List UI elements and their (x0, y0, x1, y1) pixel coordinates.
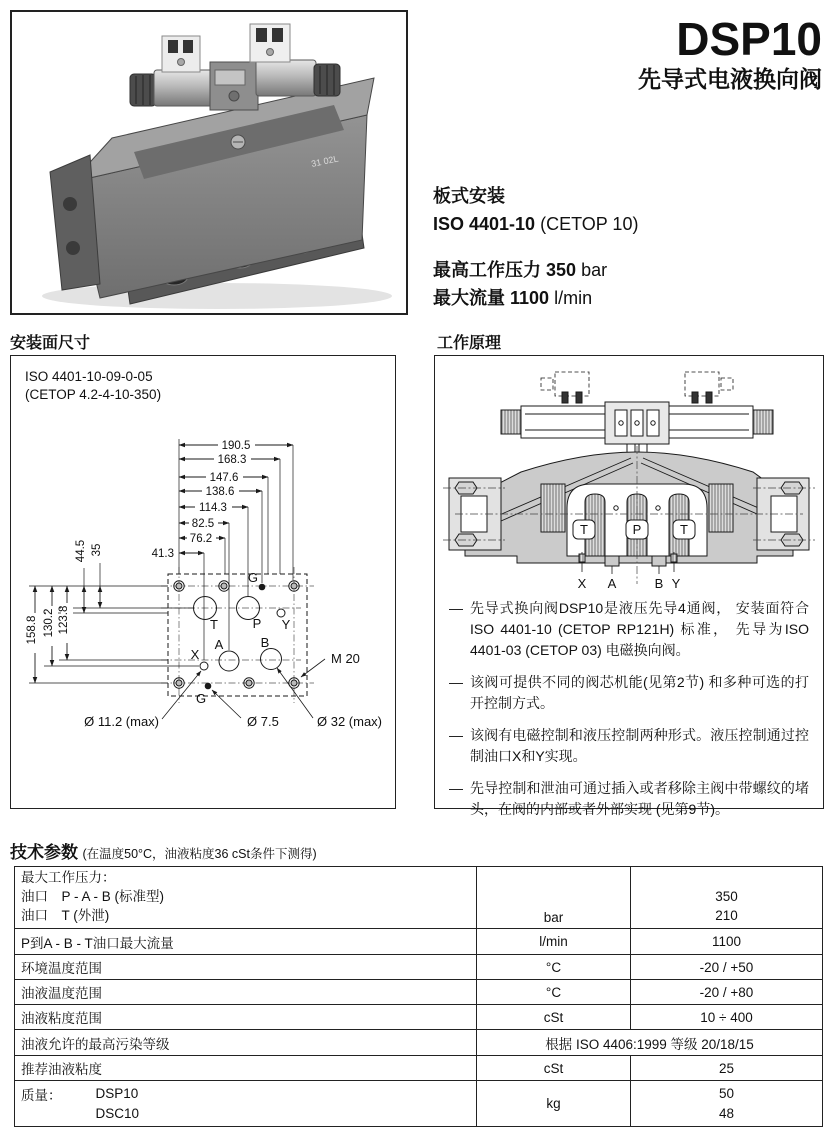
svg-text:X: X (577, 576, 587, 591)
specs-table (14, 866, 823, 1127)
param-cell: 推荐油液粘度 (15, 1056, 477, 1081)
svg-text:T: T (210, 617, 218, 632)
svg-text:B: B (654, 576, 664, 591)
svg-text:44.5: 44.5 (75, 539, 87, 563)
param-cell (15, 867, 477, 929)
table-row (15, 1081, 823, 1127)
product-photo-box (10, 10, 408, 315)
mass-label: 质量： (21, 1087, 62, 1103)
svg-text:X: X (190, 647, 200, 662)
bullet-dash: — (449, 727, 463, 743)
value-cell: 25 (631, 1056, 823, 1081)
pilot-tube-right (256, 60, 316, 96)
svg-text:82.5: 82.5 (191, 518, 215, 530)
unit-cell: kg (477, 1081, 631, 1127)
bullet-item (449, 778, 809, 820)
pilot-tube-left (154, 70, 214, 106)
iso-standard-rest: (CETOP 10) (535, 214, 639, 234)
param-cell: 油液粘度范围 (15, 1005, 477, 1030)
svg-text:Y: Y (281, 617, 291, 632)
svg-text:P: P (252, 616, 262, 631)
model-subtitle: 先导式电液换向阀 (638, 66, 822, 92)
specs-heading (10, 838, 822, 863)
svg-text:Y: Y (671, 576, 681, 591)
port-b-hole (261, 649, 282, 670)
param-cell: P到A - B - T油口最大流量 (15, 929, 477, 955)
svg-text:T: T (580, 522, 588, 537)
svg-text:B: B (260, 635, 270, 650)
svg-text:Ø 32 (max): Ø 32 (max) (317, 714, 383, 729)
specs-note: (在温度50°C，油液粘度36 cSt条件下测得) (82, 847, 317, 861)
unit-cell: cSt (477, 1005, 631, 1030)
unit-cell: °C (477, 955, 631, 980)
svg-text:M 20: M 20 (331, 651, 360, 666)
mounting-iso-line1: ISO 4401-10-09-0-05 (25, 369, 153, 384)
param-cell: 环境温度范围 (15, 955, 477, 980)
specs-title: 技术参数 (10, 843, 78, 862)
svg-text:114.3: 114.3 (199, 502, 227, 514)
param-line: 油口 P - A - B (标准型) (21, 889, 165, 904)
max-pressure-label: 最高工作压力 (433, 260, 547, 280)
mass-model: DSC10 (95, 1105, 140, 1121)
principle-diagram (435, 356, 823, 591)
value-line: 210 (715, 908, 738, 923)
svg-text:123.8: 123.8 (58, 605, 70, 635)
unit-cell: bar (477, 867, 631, 929)
max-pressure-line (433, 256, 813, 284)
max-pressure-unit: bar (576, 260, 608, 280)
model-title: DSP10 (676, 13, 822, 65)
mass-model: DSP10 (95, 1085, 139, 1101)
bullet-item (449, 725, 809, 767)
mounting-type-line: 板式安装 (433, 186, 505, 206)
svg-text:Ø 11.2 (max): Ø 11.2 (max) (84, 714, 159, 729)
value-cell: 1100 (631, 929, 823, 955)
bullet-item (449, 598, 809, 661)
bullet-text: 该阀有电磁控制和液压控制两种形式。液压控制通过控制油口X和Y实现。 (470, 727, 809, 764)
svg-text:Ø 7.5: Ø 7.5 (247, 714, 279, 729)
connector-left (162, 36, 200, 72)
param-cell: 油液允许的最高污染等级 (15, 1030, 477, 1056)
svg-text:158.8: 158.8 (26, 615, 38, 645)
value-span-cell: 根据 ISO 4406:1999 等级 20/18/15 (477, 1030, 823, 1056)
svg-text:A: A (607, 576, 617, 591)
svg-text:G: G (195, 691, 207, 706)
value-cell (631, 1081, 823, 1127)
svg-text:41.3: 41.3 (151, 548, 174, 560)
principle-title: 工作原理 (437, 335, 502, 352)
brand-block (420, 14, 822, 94)
mounting-title: 安装面尺寸 (10, 335, 91, 352)
svg-text:147.6: 147.6 (209, 472, 239, 484)
param-line: 油口 T (外泄) (21, 908, 110, 923)
photo-shadow (42, 283, 392, 309)
bullet-text: 先导控制和泄油可通过插入或者移除主阀中带螺纹的堵头，在阀的内部或者外部实现 (见第9节)。 (470, 780, 809, 817)
callout-leaders (162, 659, 325, 719)
value-line: 350 (715, 889, 738, 904)
principle-bullets (449, 598, 809, 831)
param-line: 最大工作压力： (21, 870, 116, 885)
max-flow-label: 最大流量 (433, 288, 511, 308)
svg-text:T: T (680, 522, 688, 537)
max-flow-unit: l/min (549, 288, 593, 308)
port-y-hole (277, 609, 285, 617)
mounting-box (10, 355, 396, 809)
bullet-text: 该阀可提供不同的阀芯机能(见第2节) 和多种可选的打开控制方式。 (470, 674, 809, 711)
value-cell: -20 / +80 (631, 980, 823, 1005)
port-a-hole (219, 651, 239, 671)
svg-text:G: G (247, 570, 258, 585)
value-cell (631, 867, 823, 929)
table-row (15, 929, 823, 955)
table-row (15, 955, 823, 980)
unit-cell: °C (477, 980, 631, 1005)
port-g-top-hole (259, 584, 265, 590)
svg-text:138.6: 138.6 (205, 486, 235, 498)
bullet-item (449, 672, 809, 714)
pilot-connectors (541, 372, 733, 396)
pilot-nameplate (215, 70, 245, 85)
table-row (15, 1056, 823, 1081)
port-g-bottom-hole (205, 683, 211, 689)
unit-cell: l/min (477, 929, 631, 955)
value-cell: -20 / +50 (631, 955, 823, 980)
table-row (15, 867, 823, 929)
callout-labels (84, 651, 382, 729)
mounting-drawing (11, 356, 395, 808)
value-cell: 10 ÷ 400 (631, 1005, 823, 1030)
max-flow-value: 1100 (510, 288, 550, 308)
param-cell: 油液温度范围 (15, 980, 477, 1005)
bullet-dash: — (449, 674, 463, 690)
svg-text:P: P (632, 522, 642, 537)
max-pressure-value: 350 (546, 260, 577, 280)
svg-text:76.2: 76.2 (189, 533, 213, 545)
principle-box (434, 355, 824, 817)
svg-text:A: A (214, 637, 224, 652)
mounting-pad-outline (168, 574, 307, 696)
param-cell (15, 1081, 477, 1127)
svg-text:130.2: 130.2 (43, 608, 55, 638)
intro-block (433, 182, 813, 312)
table-row (15, 980, 823, 1005)
max-flow-line (433, 284, 813, 312)
mounting-iso-line2: (CETOP 4.2-4-10-350) (25, 387, 162, 402)
mounting-iso-code (25, 368, 161, 404)
bullet-dash: — (449, 600, 463, 616)
value-line: 48 (718, 1105, 735, 1121)
dimension-labels (26, 440, 250, 644)
svg-text:35: 35 (91, 543, 103, 557)
table-row (15, 1005, 823, 1030)
svg-text:168.3: 168.3 (217, 454, 247, 466)
unit-cell: cSt (477, 1056, 631, 1081)
iso-standard-bold: ISO 4401-10 (433, 214, 536, 234)
product-photo-illustration (12, 12, 406, 313)
value-line: 50 (718, 1085, 735, 1101)
svg-text:190.5: 190.5 (221, 440, 251, 452)
bullet-text: 先导式换向阀DSP10是液压先导4通阀， 安装面符合ISO 4401-10 (CETOP RP121H) 标准， 先导为ISO 4401-03 (CETOP 03) 电磁换向阀。 (470, 600, 809, 658)
pilot-center-block (210, 62, 258, 110)
port-x-hole (200, 662, 208, 670)
iso-standard-line (433, 210, 813, 238)
bullet-dash: — (449, 780, 463, 796)
table-row (15, 1030, 823, 1056)
body-marking: 31 02L (310, 153, 340, 169)
